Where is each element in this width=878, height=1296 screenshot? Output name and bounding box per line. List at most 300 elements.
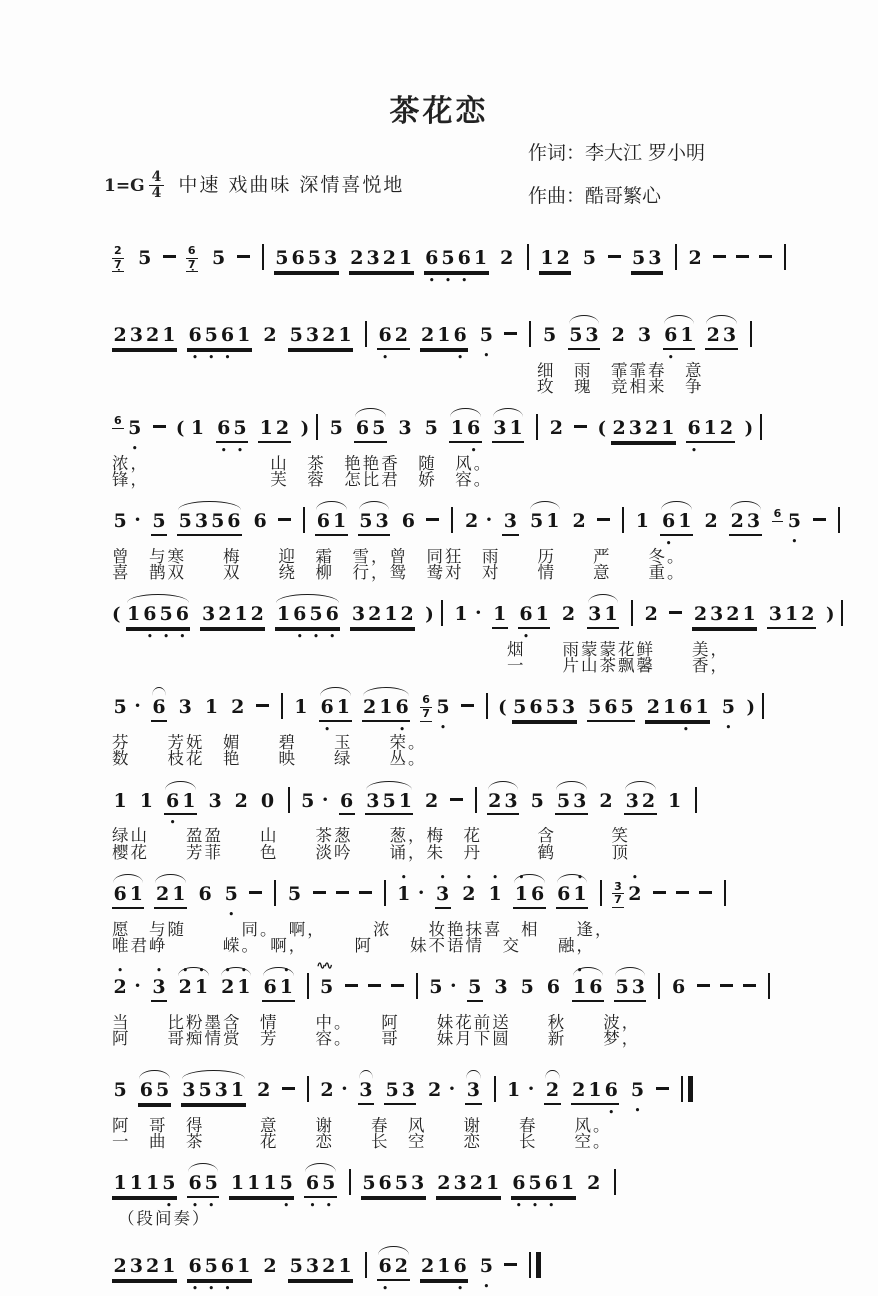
barline [724,880,726,906]
octave-dot-low: • [791,537,798,548]
note: 5 [384,1080,400,1105]
note-group [518,603,550,643]
note: 6 [315,511,331,536]
slurred-note-group [544,1080,560,1105]
note: 1 [449,418,465,443]
note: 1 [229,1080,245,1105]
note-group [274,248,339,273]
note: 1 • [397,872,411,905]
note: 5 [393,1173,409,1198]
note: 1 [492,604,508,629]
lyric-line: 绿山 盈盈 山 茶葱 葱，梅 花 含 笑 [112,826,630,846]
note-group [256,1080,272,1101]
barline [622,507,624,533]
note-group [436,1173,501,1198]
note: 2 [154,884,170,909]
duration-dash [153,425,166,428]
octave-dot-low: • [608,1107,615,1118]
note: 5 [582,247,597,269]
barline [486,693,488,719]
parenthesis: ) [744,418,754,440]
note: 1 [161,1256,177,1281]
note: 5 [467,977,483,1002]
slurred-note-group [138,1080,170,1105]
note: 2 [274,418,290,443]
score-line [112,772,818,863]
barline [307,973,309,999]
slurred-note-group [705,325,737,350]
note: 3 [587,604,603,629]
duration-dash [256,704,269,707]
note-group [400,511,416,532]
note: 1 [144,1173,160,1198]
note: 2 [420,1256,436,1281]
music-line [112,1061,818,1120]
barline [416,973,418,999]
note-group [177,697,193,718]
note: 2 [112,325,128,350]
augmentation-dot: · [341,1078,348,1101]
note: 2 • [113,965,127,998]
music-line [112,1154,818,1213]
note: 3 [627,418,643,443]
barline [288,787,290,813]
note: 6 • [188,1172,202,1212]
barline [281,693,283,719]
octave-dot-low: • [165,1201,172,1212]
grace-note [112,245,124,272]
lyric-line: 唯君峥 嵘。 啊， 阿 妹不语情 交 融， [112,935,595,955]
octave-dot-low: • [237,445,243,456]
note-group [112,1172,177,1212]
duration-dash [237,255,250,258]
octave-dot-low: • [313,632,319,643]
note: 6 • [661,510,676,550]
note: 1 [694,697,710,722]
slurred-note-group [315,511,347,536]
octave-dot-low: • [228,909,235,920]
lyric-line: 浓， 山 茶 艳艳香 随 风。 [112,453,493,473]
note: 5 [210,511,226,536]
octave-dot-low: • [324,725,331,736]
octave-dot-low: • [224,1284,231,1295]
parenthesis: ( [112,604,121,626]
note-group [339,791,355,816]
note: 3 [398,417,412,440]
note: 2 [393,325,409,350]
note: 6 • [395,696,409,736]
note: 3 [200,604,216,629]
note-group [720,696,736,734]
score-line [112,229,818,288]
lyric-line: 樱花 芳菲 色 淡吟 诵，朱 丹 鹤 顶 [112,842,630,862]
barline [365,1252,367,1278]
note: 1 [171,884,187,909]
barline [695,787,697,813]
slurred-note-group [220,965,252,998]
note: 2 [643,418,659,443]
slurred-note-group [365,791,414,816]
note: 5 [568,325,584,350]
slurred-note-group [572,965,604,1002]
lyric-line: 烟 雨蒙蒙花鲜 美， [507,640,729,660]
octave-dot-high: • [182,965,189,976]
note-group [252,511,268,532]
octave-dot-high: • [632,872,638,883]
note-group [493,977,509,998]
note: 2 [544,1080,560,1105]
note: 2 [420,325,436,350]
lyric-line: 阿 哥痴情赏 芳 容。 哥 妹月下圆 新 梦， [112,1028,641,1048]
score-line [112,958,818,1049]
note-group [424,247,489,286]
note: 1 [233,604,249,629]
lyric-line: 喜 鹊双 双 绕 柳 行，鸳 鸯对 对 情 意 重。 [112,563,686,583]
note: 3 [358,1080,374,1105]
note: 3 [178,696,192,719]
note: 5 [631,248,647,273]
octave-dot-low: • [667,352,674,363]
note-group [151,965,167,1002]
note-group [384,1080,416,1105]
note-group [506,1080,522,1101]
slurred-note-group [319,696,351,736]
note-group [428,977,444,998]
note: 5 • [233,417,247,456]
duration-dash [697,984,710,987]
note: 6 [528,697,544,722]
score-line [112,492,818,583]
note: 6 • [217,417,231,456]
note-group [112,965,128,998]
note-group [611,418,676,443]
note: 6 • [453,1255,467,1295]
octave-dot-high: • [241,965,247,976]
note: 5 [113,696,127,719]
note: 6 [226,511,242,536]
note: 5 [530,510,544,533]
score-line [112,1237,818,1296]
note: 1 [113,789,127,812]
octave-dot-low: • [470,445,477,456]
note: 6 • [165,789,180,829]
note: 6 [603,697,619,722]
barline [451,507,453,533]
key-tempo-line [104,170,404,201]
note-group [328,418,344,439]
music-line [112,772,818,831]
parenthesis: ) [425,604,434,626]
grace-note [112,415,124,429]
barline [762,693,764,719]
note: 1 • [278,977,294,1002]
octave-dot-high: • [156,965,162,976]
header [0,0,878,215]
grace-digit: 7 [422,707,430,721]
note: 6 • [425,247,439,286]
note: 5 [358,511,374,536]
note: 1 • [572,977,588,1002]
note: 3 [128,325,144,350]
note-group [112,325,177,350]
duration-dash [813,518,826,521]
note: 6 • [325,603,339,643]
duration-dash [163,255,176,258]
note: 5 • [436,696,450,734]
lyric-line: 曾 与寒 梅 迎 霜 雪，曾 同狂 雨 历 严 冬。 [112,547,686,567]
slurred-note-group [177,965,209,998]
note-group [478,1255,494,1293]
note: 3 [503,791,519,816]
barline [365,321,367,347]
slurred-note-group [358,511,390,536]
score-line [112,678,818,769]
note-group [511,1172,576,1212]
note-group [151,511,167,536]
note-group [197,884,213,905]
note: 5 • [721,696,735,734]
note-group [420,693,451,734]
note-group [610,325,626,346]
note: 5 [329,417,343,440]
note: 1 • [572,884,588,909]
note: 5 [542,323,557,346]
octave-dot-low: • [382,1284,389,1295]
note: 6 [588,977,604,1002]
slurred-note-group [529,511,561,532]
slurred-note-group [304,1172,336,1212]
slurred-note-group [377,1255,409,1295]
octave-dot-high: • [577,872,583,883]
note: 2 [217,604,233,629]
duration-dash [574,425,587,428]
parenthesis: ( [175,418,185,440]
note: 5 [212,247,226,269]
note: 2 [320,1079,334,1102]
note: 3 [410,1173,426,1198]
note: 2 • [462,872,476,905]
octave-dot-low: • [461,275,468,286]
note-group [187,1255,252,1295]
note: 5 [177,511,193,536]
note-group [687,248,703,269]
note: 2 [800,604,816,629]
octave-dot-low: • [440,723,446,734]
parenthesis: ( [498,697,507,719]
note: 5 [361,1173,377,1198]
octave-dot-low: • [309,1201,316,1212]
note: 2 [362,697,378,722]
note: 2 [263,1255,277,1278]
note: 3 [647,248,663,273]
note: 1 [335,697,351,722]
note-group [187,323,252,363]
note-group [259,791,275,812]
barline [262,244,264,270]
octave-dot-low: • [224,352,231,363]
note-group [350,604,415,629]
barline [760,414,762,440]
note: 5 [138,247,152,269]
octave-dot-low: • [296,632,303,643]
augmentation-dot: · [134,509,141,532]
note: 1 [741,604,757,629]
note: 2 [464,510,479,533]
note: 2 [718,418,734,443]
note: 2 [692,604,708,629]
duration-dash [282,1087,295,1090]
octave-dot-low: • [428,275,435,286]
note: 6 • [220,1255,235,1295]
note: 6 • [453,323,467,363]
note: 5 [619,697,635,722]
note-group [512,697,577,722]
note-group [223,882,239,920]
lyric-line: 一 曲 茶 花 恋 长 空 恋 长 空。 [112,1132,612,1152]
note: 5 [530,789,544,812]
score-line [112,865,818,956]
note: 2 • [178,965,192,998]
barline [631,600,633,626]
octave-dot-low: • [208,1284,215,1295]
note: 2 [399,604,415,629]
slurred-note-group [624,791,656,816]
note-group [571,1079,620,1118]
note: 2 [436,1173,452,1198]
note: 6 • [188,1255,202,1295]
octave-dot-low: • [634,1105,641,1116]
note: 1 [181,791,197,816]
note: 3 [767,604,783,629]
note-group [286,884,302,905]
note-group [319,1080,335,1101]
duration-dash [504,332,517,335]
note: 5 • [309,603,323,643]
note: 1 [668,789,682,812]
note: 3 [721,325,737,350]
grace-note [420,694,432,721]
note: 2 [611,323,625,346]
note-group [288,325,353,350]
note-group [229,1172,294,1212]
note: 6 • [320,696,334,736]
note: 5 [306,248,322,273]
note: 6 • [220,323,235,363]
slurred-note-group [614,977,646,1002]
note: 2 [725,604,741,629]
note: 2 [234,789,248,812]
note: 6 [354,418,370,443]
note: 5 [320,975,334,998]
note-group [112,414,143,454]
note: 3 [128,1256,144,1281]
note-group [420,1255,469,1295]
music-line [112,865,818,924]
note: 2 [704,510,718,533]
note: 5 [287,882,302,905]
note: 1 [337,325,353,350]
duration-dash [391,984,404,987]
duration-dash [759,255,772,258]
note: 1 [275,604,291,629]
music-line [112,306,818,365]
note: 2 [112,1256,128,1281]
slurred-note-group [262,965,294,1002]
note: 6 • [512,1172,526,1212]
lyric-line: 玫 瑰 竞相来 争 [537,376,704,396]
note-group [467,977,483,1002]
duration-dash [713,255,726,258]
note-group [502,511,518,536]
octave-dot-low: • [399,725,405,736]
note: 3 [745,511,761,536]
note-group [560,604,576,625]
augmentation-dot: · [321,788,329,811]
note: 1 [702,418,718,443]
note-group [487,872,503,905]
octave-dot-low: • [382,352,389,363]
score-line [112,585,835,676]
note: 1 • [488,872,502,905]
note: 5 [197,1080,213,1105]
octave-dot-low: • [457,352,463,363]
note: 1 [539,248,555,273]
note: 1 [508,418,524,443]
note: 2 [500,247,514,269]
slurred-note-group [555,791,587,816]
octave-dot-low: • [691,445,697,456]
note: 2 [561,603,576,626]
note: 3 [213,1080,229,1105]
note: 2 [571,1080,587,1105]
note: 1 • [237,965,251,998]
octave-dot-low: • [169,818,176,829]
note: 6 • [378,1255,392,1295]
note: 6 • [519,603,533,643]
barline [303,507,305,533]
grace-note [186,245,198,272]
lyric-line: （段间奏） [118,1209,211,1229]
note-group [230,697,246,718]
barline [675,244,677,270]
note: 5 [113,1079,127,1102]
barline [614,1169,616,1195]
note: 3 [374,511,390,536]
note-group [586,1173,602,1194]
note: 5 [151,511,167,536]
note: 2 [705,325,721,350]
barline [658,973,660,999]
note-group [435,872,451,909]
note-group [478,323,494,361]
note: 2 [321,325,337,350]
music-line [112,1237,818,1296]
octave-dot-high: • [283,965,290,976]
octave-dot-low: • [457,1284,463,1295]
note: 3 [637,323,652,346]
score-line [112,399,818,490]
note: 1 [559,1173,575,1198]
slurred-note-group [465,1080,481,1105]
note: 2 [367,604,383,629]
note-group [631,248,663,273]
octave-dot-low: • [163,632,169,643]
note: 6 • [293,603,307,643]
slurred-note-group [492,418,524,443]
note-group [692,604,757,629]
note: 0 [260,789,275,812]
note: 2 [644,603,658,626]
